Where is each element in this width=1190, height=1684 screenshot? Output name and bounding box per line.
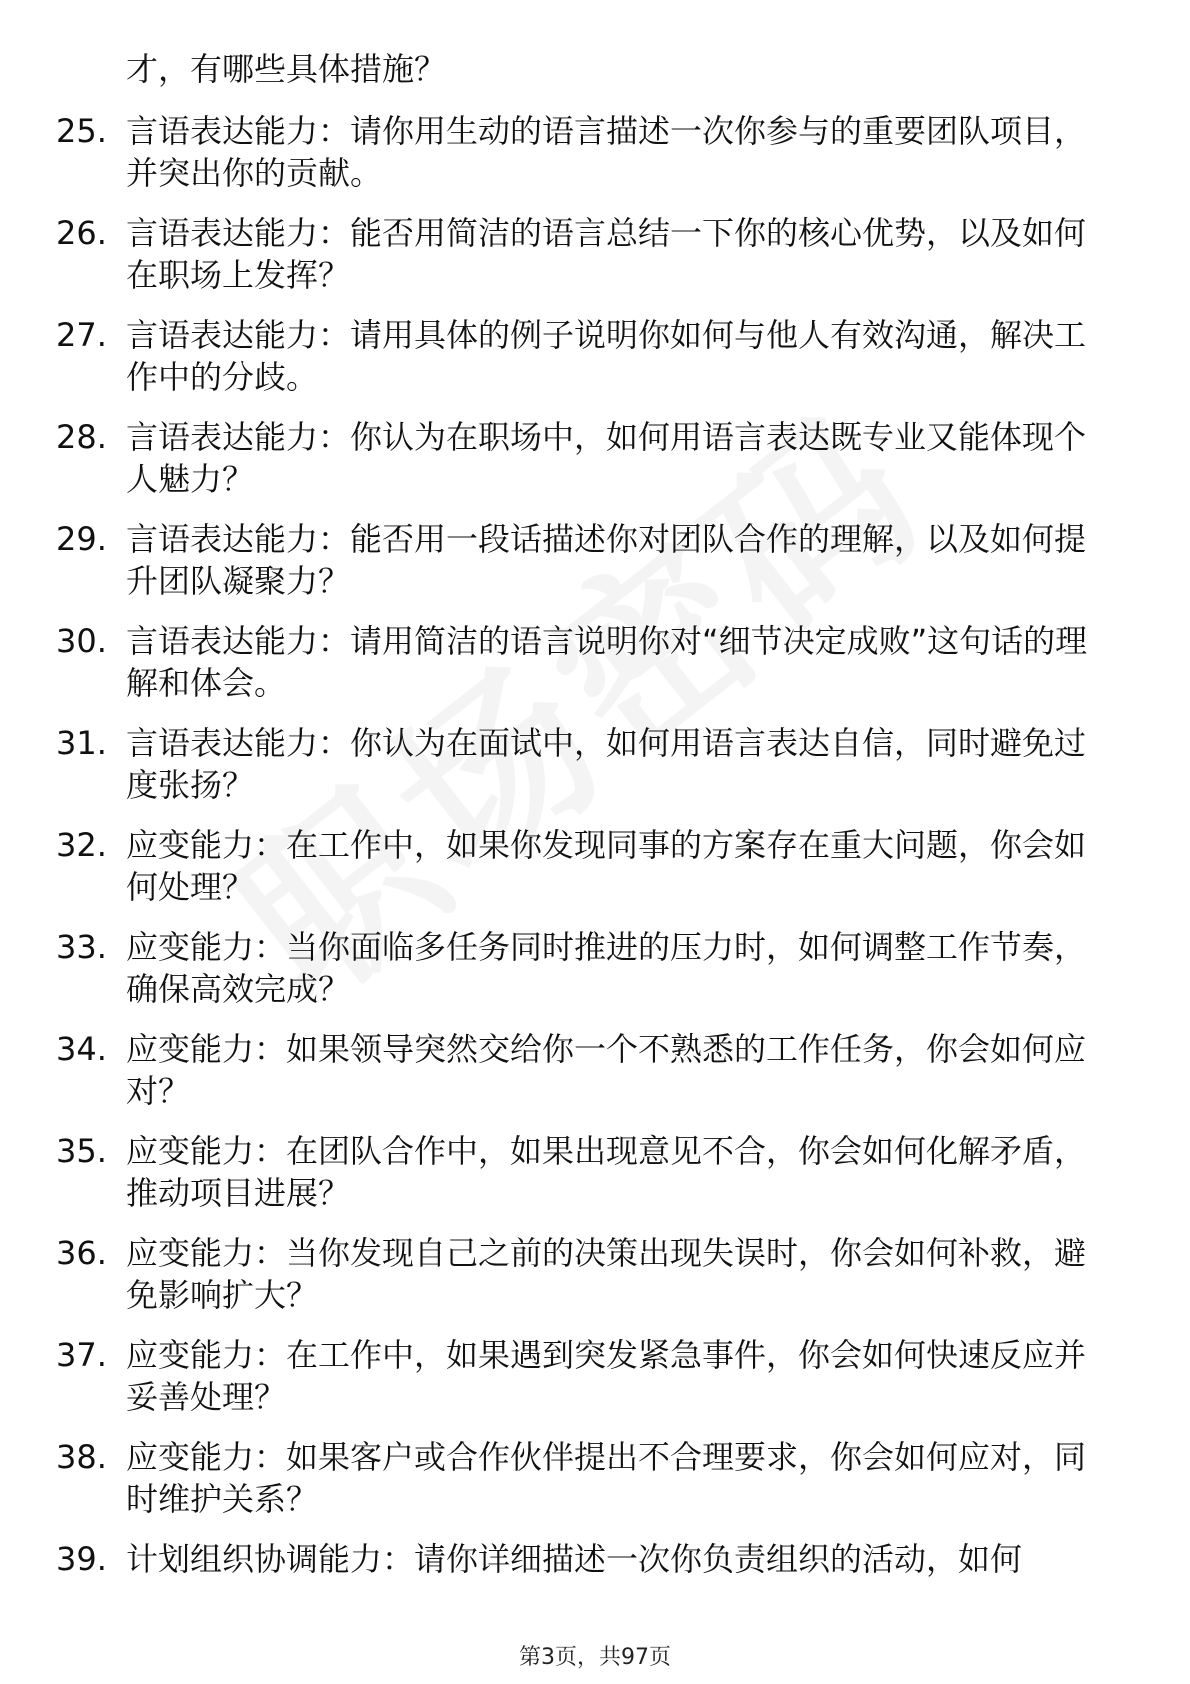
question-number: 28.: [56, 418, 107, 456]
question-text: 应变能力：如果客户或合作伙伴提出不合理要求，你会如何应对，同时维护关系？: [126, 1438, 1087, 1518]
question-list: [56, 110, 1116, 1598]
question-number: 36.: [56, 1234, 107, 1272]
question-text: 言语表达能力：能否用简洁的语言总结一下你的核心优势，以及如何在职场上发挥？: [126, 214, 1087, 294]
page-footer: 第3页，共97页: [519, 1645, 671, 1670]
question-item: [56, 722, 1116, 806]
question-item: [56, 518, 1116, 602]
question-text: 言语表达能力：请用具体的例子说明你如何与他人有效沟通，解决工作中的分歧。: [126, 316, 1087, 396]
question-number: 27.: [56, 316, 107, 354]
question-item: [56, 416, 1116, 500]
question-item: [56, 1130, 1116, 1214]
question-number: 30.: [56, 622, 107, 660]
question-number: 31.: [56, 724, 107, 762]
question-text: 应变能力：在工作中，如果你发现同事的方案存在重大问题，你会如何处理？: [126, 826, 1087, 906]
question-item: [56, 1436, 1116, 1520]
question-item: [56, 824, 1116, 908]
question-text: 言语表达能力：请用简洁的语言说明你对“细节决定成败”这句话的理解和体会。: [126, 622, 1088, 702]
question-text: 应变能力：如果领导突然交给你一个不熟悉的工作任务，你会如何应对？: [126, 1030, 1087, 1110]
question-text: 应变能力：当你面临多任务同时推进的压力时，如何调整工作节奏，确保高效完成？: [126, 928, 1087, 1008]
question-number: 37.: [56, 1336, 107, 1374]
question-item: [56, 1232, 1116, 1316]
question-number: 35.: [56, 1132, 107, 1170]
question-number: 32.: [56, 826, 107, 864]
question-item: [56, 314, 1116, 398]
question-text: 应变能力：在工作中，如果遇到突发紧急事件，你会如何快速反应并妥善处理？: [126, 1336, 1087, 1416]
question-item: [56, 110, 1116, 194]
question-item: [56, 620, 1116, 704]
question-text: 言语表达能力：请你用生动的语言描述一次你参与的重要团队项目，并突出你的贡献。: [126, 112, 1087, 192]
question-text: 言语表达能力：你认为在面试中，如何用语言表达自信，同时避免过度张扬？: [126, 724, 1087, 804]
continuation-text: 才，有哪些具体措施？: [126, 50, 447, 88]
question-item: [56, 1028, 1116, 1112]
question-item: [56, 1538, 1116, 1580]
question-item: [56, 926, 1116, 1010]
question-text: 应变能力：当你发现自己之前的决策出现失误时，你会如何补救，避免影响扩大？: [126, 1234, 1087, 1314]
question-number: 39.: [56, 1540, 107, 1578]
question-number: 34.: [56, 1030, 107, 1068]
question-text: 言语表达能力：你认为在职场中，如何用语言表达既专业又能体现个人魅力？: [126, 418, 1087, 498]
question-text: 应变能力：在团队合作中，如果出现意见不合，你会如何化解矛盾，推动项目进展？: [126, 1132, 1087, 1212]
question-number: 26.: [56, 214, 107, 252]
question-number: 25.: [56, 112, 107, 150]
question-item: [56, 212, 1116, 296]
question-text: 计划组织协调能力：请你详细描述一次你负责组织的活动，如何: [126, 1540, 1023, 1578]
question-number: 33.: [56, 928, 107, 966]
question-number: 38.: [56, 1438, 107, 1476]
question-text: 言语表达能力：能否用一段话描述你对团队合作的理解，以及如何提升团队凝聚力？: [126, 520, 1087, 600]
question-item: [56, 1334, 1116, 1418]
question-number: 29.: [56, 520, 107, 558]
